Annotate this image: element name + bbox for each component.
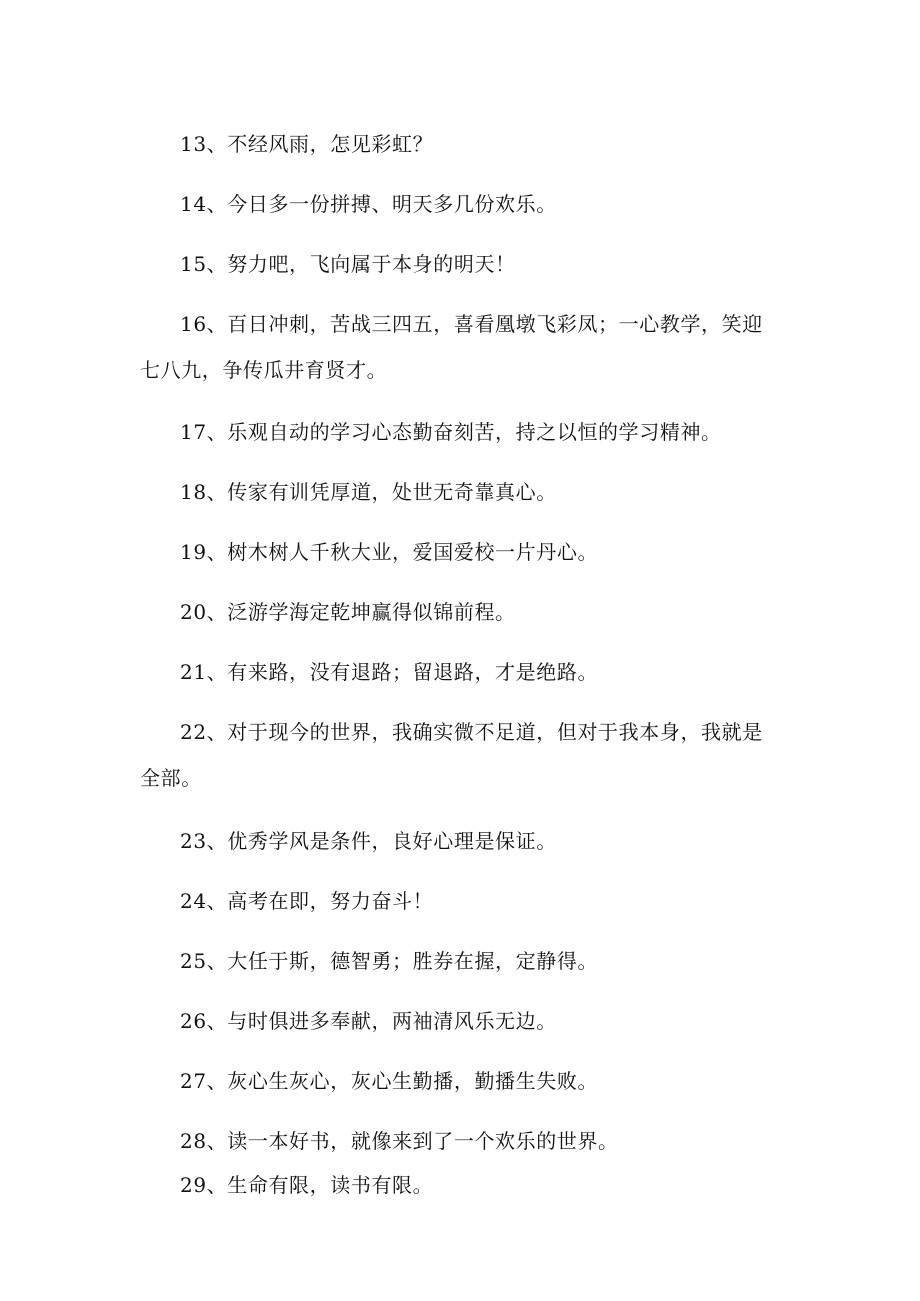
paragraph-28: 28、读一本好书，就像来到了一个欢乐的世界。 (180, 1129, 619, 1153)
paragraph-17: 17、乐观自动的学习心态勤奋刻苦，持之以恒的学习精神。 (180, 420, 722, 444)
paragraph-14: 14、今日多一份拼搏、明天多几份欢乐。 (180, 192, 557, 216)
paragraph-22: 22、对于现今的世界，我确实微不足道，但对于我本身，我就是全部。 (140, 720, 763, 790)
paragraph-21: 21、有来路，没有退路；留退路，才是绝路。 (180, 660, 599, 684)
paragraph-13: 13、不经风雨，怎见彩虹？ (180, 132, 434, 156)
paragraph-26: 26、与时俱进多奉献，两袖清风乐无边。 (180, 1009, 557, 1033)
paragraph-23: 23、优秀学风是条件，良好心理是保证。 (180, 829, 557, 853)
paragraph-16: 16、百日冲刺，苦战三四五，喜看凰墩飞彩凤；一心教学，笑迎七八九，争传瓜井育贤才。 (140, 312, 763, 382)
paragraph-24: 24、高考在即，努力奋斗！ (180, 889, 434, 913)
paragraph-27: 27、灰心生灰心，灰心生勤播，勤播生失败。 (180, 1069, 599, 1093)
paragraph-20: 20、泛游学海定乾坤赢得似锦前程。 (180, 600, 516, 624)
paragraph-29: 29、生命有限，读书有限。 (180, 1173, 434, 1197)
paragraph-15: 15、努力吧，飞向属于本身的明天！ (180, 252, 516, 276)
paragraph-18: 18、传家有训凭厚道，处世无奇靠真心。 (180, 480, 557, 504)
paragraph-19: 19、树木树人千秋大业，爱国爱校一片丹心。 (180, 540, 599, 564)
paragraph-25: 25、大任于斯，德智勇；胜券在握，定静得。 (180, 949, 599, 973)
